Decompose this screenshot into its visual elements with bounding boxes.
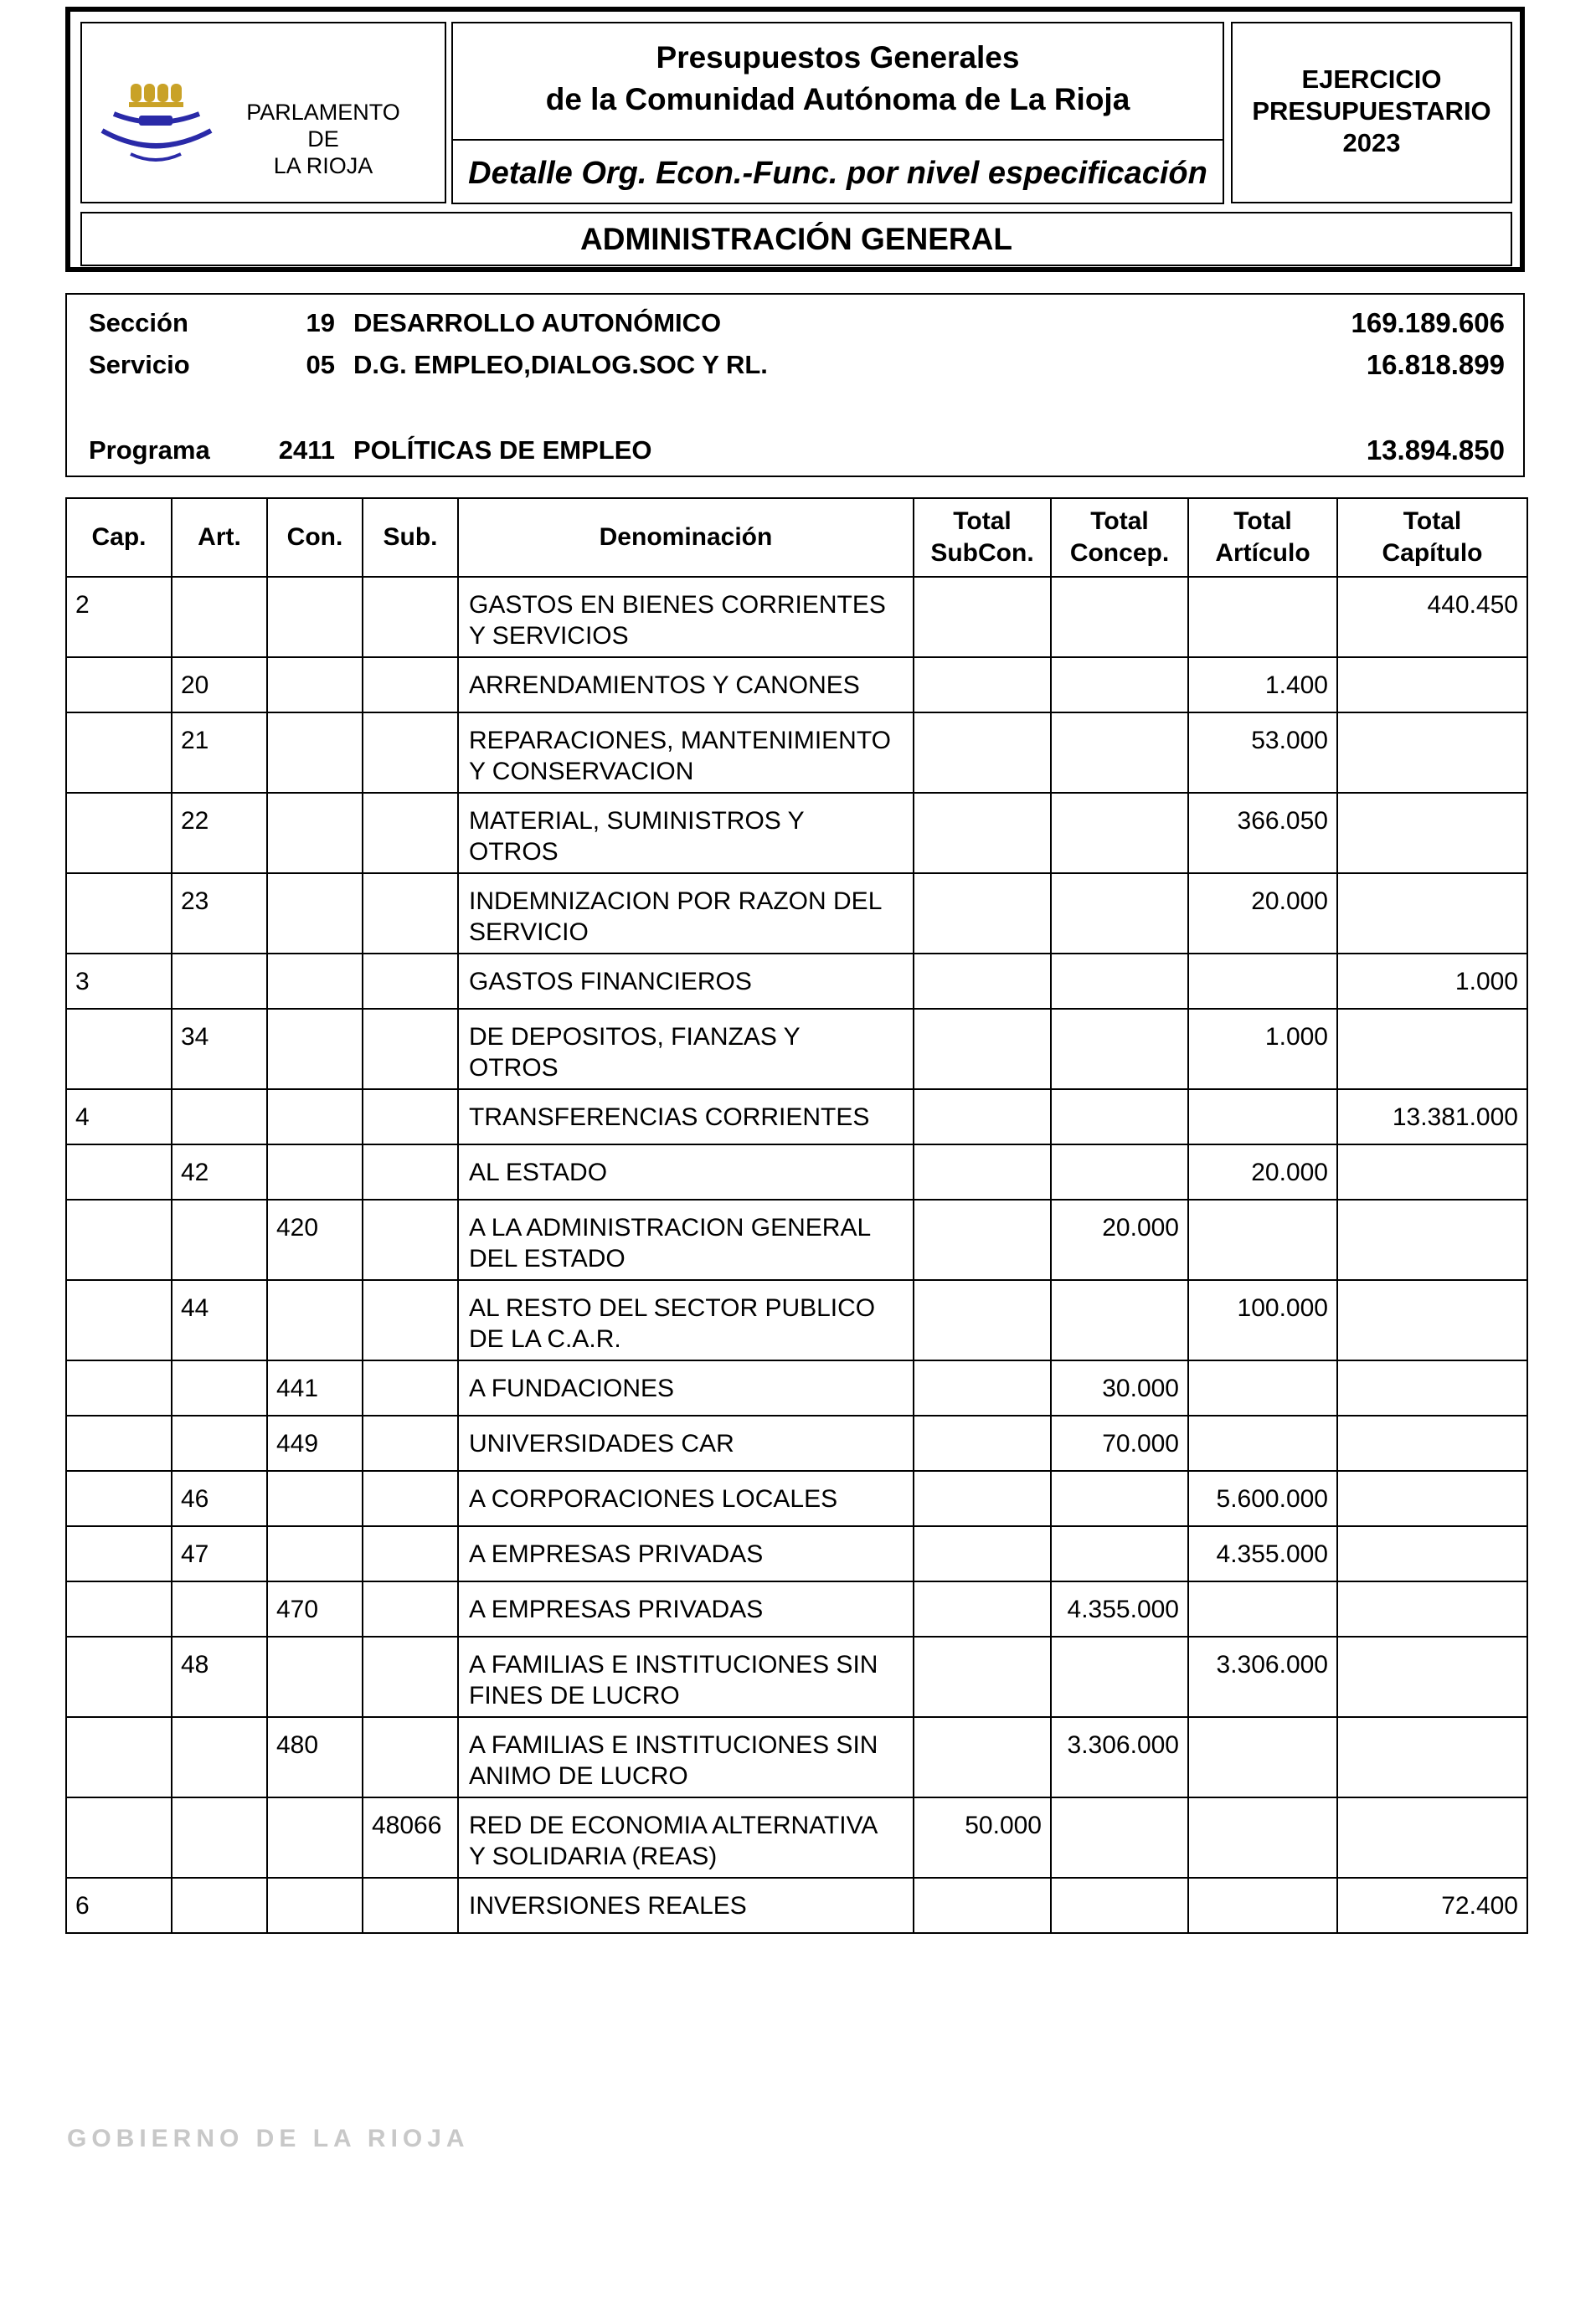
cell-art (172, 1717, 267, 1797)
cell-con: 449 (267, 1416, 363, 1471)
cell-capitulo (1337, 1280, 1527, 1360)
column-header-sub: Sub. (363, 498, 458, 577)
cell-subcon (914, 712, 1051, 793)
cell-capitulo: 72.400 (1337, 1878, 1527, 1933)
cell-art: 22 (172, 793, 267, 873)
parliament-name: PARLAMENTO DE LA RIOJA (246, 100, 400, 178)
document-title-line1: Presupuestos Generales (656, 40, 1020, 75)
cell-con (267, 1526, 363, 1581)
table-row (66, 954, 1527, 1009)
cell-concep (1051, 1009, 1188, 1089)
table-row (66, 1471, 1527, 1526)
cell-cap (66, 1637, 172, 1717)
cell-cap (66, 1581, 172, 1637)
column-header-denominacion: Denominación (458, 498, 914, 577)
cell-denominacion: TRANSFERENCIAS CORRIENTES (458, 1089, 914, 1144)
cell-subcon (914, 1280, 1051, 1360)
cell-concep (1051, 1637, 1188, 1717)
cell-articulo: 5.600.000 (1188, 1471, 1337, 1526)
cell-capitulo (1337, 1471, 1527, 1526)
cell-denominacion: A FAMILIAS E INSTITUCIONES SIN ANIMO DE LUCRO (458, 1717, 914, 1797)
cell-concep: 4.355.000 (1051, 1581, 1188, 1637)
cell-sub (363, 712, 458, 793)
cell-con (267, 712, 363, 793)
column-header-total-subcon: Total SubCon. (914, 498, 1051, 577)
table-row (66, 1144, 1527, 1200)
cell-denominacion: INVERSIONES REALES (458, 1878, 914, 1933)
cell-subcon (914, 1200, 1051, 1280)
cell-articulo (1188, 1089, 1337, 1144)
cell-concep (1051, 954, 1188, 1009)
cell-sub (363, 793, 458, 873)
cell-con (267, 577, 363, 657)
cell-subcon (914, 1526, 1051, 1581)
cell-art: 23 (172, 873, 267, 954)
table-row (66, 873, 1527, 954)
table-row (66, 657, 1527, 712)
table-row (66, 1526, 1527, 1581)
cell-articulo (1188, 1416, 1337, 1471)
cell-denominacion: AL RESTO DEL SECTOR PUBLICO DE LA C.A.R. (458, 1280, 914, 1360)
cell-articulo (1188, 577, 1337, 657)
table-row (66, 793, 1527, 873)
table-row (66, 1089, 1527, 1144)
cell-art (172, 1581, 267, 1637)
programa-row: Programa 2411 POLÍTICAS DE EMPLEO 13.894.850 (89, 434, 1505, 465)
cell-subcon (914, 1360, 1051, 1416)
cell-denominacion: A CORPORACIONES LOCALES (458, 1471, 914, 1526)
cell-con (267, 1089, 363, 1144)
cell-con: 470 (267, 1581, 363, 1637)
seccion-row: Sección 19 DESARROLLO AUTONÓMICO 169.189.606 (89, 307, 1505, 338)
cell-cap: 3 (66, 954, 172, 1009)
cell-denominacion: DE DEPOSITOS, FIANZAS Y OTROS (458, 1009, 914, 1089)
parliament-logo-box (80, 22, 446, 203)
cell-con (267, 954, 363, 1009)
cell-denominacion: GASTOS FINANCIEROS (458, 954, 914, 1009)
cell-capitulo (1337, 1717, 1527, 1797)
cell-denominacion: UNIVERSIDADES CAR (458, 1416, 914, 1471)
cell-art: 48 (172, 1637, 267, 1717)
cell-concep (1051, 1471, 1188, 1526)
cell-cap (66, 1009, 172, 1089)
cell-articulo: 20.000 (1188, 873, 1337, 954)
cell-articulo (1188, 1581, 1337, 1637)
cell-subcon (914, 1717, 1051, 1797)
cell-sub (363, 1009, 458, 1089)
table-row (66, 1280, 1527, 1360)
table-row (66, 712, 1527, 793)
cell-concep: 20.000 (1051, 1200, 1188, 1280)
cell-sub: 48066 (363, 1797, 458, 1878)
cell-con (267, 657, 363, 712)
cell-articulo (1188, 954, 1337, 1009)
cell-capitulo (1337, 657, 1527, 712)
cell-denominacion: AL ESTADO (458, 1144, 914, 1200)
cell-capitulo (1337, 1009, 1527, 1089)
cell-capitulo (1337, 1200, 1527, 1280)
cell-sub (363, 873, 458, 954)
cell-art: 44 (172, 1280, 267, 1360)
cell-sub (363, 954, 458, 1009)
cell-cap: 2 (66, 577, 172, 657)
admin-title: ADMINISTRACIÓN GENERAL (580, 222, 1012, 256)
cell-subcon (914, 1089, 1051, 1144)
cell-con (267, 793, 363, 873)
cell-articulo (1188, 1878, 1337, 1933)
cell-cap (66, 793, 172, 873)
cell-cap (66, 1280, 172, 1360)
cell-denominacion: INDEMNIZACION POR RAZON DEL SERVICIO (458, 873, 914, 954)
cell-capitulo (1337, 1526, 1527, 1581)
cell-cap (66, 873, 172, 954)
cell-denominacion: A FAMILIAS E INSTITUCIONES SIN FINES DE LUCRO (458, 1637, 914, 1717)
cell-con (267, 1471, 363, 1526)
cell-subcon (914, 954, 1051, 1009)
cell-sub (363, 1144, 458, 1200)
cell-sub (363, 1471, 458, 1526)
cell-art (172, 1200, 267, 1280)
column-header-con: Con. (267, 498, 363, 577)
cell-concep (1051, 1144, 1188, 1200)
cell-sub (363, 1089, 458, 1144)
cell-concep (1051, 577, 1188, 657)
cell-sub (363, 657, 458, 712)
cell-con: 441 (267, 1360, 363, 1416)
cell-con (267, 1797, 363, 1878)
cell-sub (363, 1526, 458, 1581)
cell-capitulo (1337, 1581, 1527, 1637)
table-row (66, 1717, 1527, 1797)
cell-articulo: 4.355.000 (1188, 1526, 1337, 1581)
cell-cap: 6 (66, 1878, 172, 1933)
cell-subcon (914, 577, 1051, 657)
cell-art: 34 (172, 1009, 267, 1089)
cell-con (267, 1009, 363, 1089)
column-header-total-concep: Total Concep. (1051, 498, 1188, 577)
cell-sub (363, 1637, 458, 1717)
table-row (66, 1416, 1527, 1471)
cell-art (172, 1878, 267, 1933)
cell-cap (66, 1200, 172, 1280)
cell-sub (363, 1717, 458, 1797)
cell-denominacion: MATERIAL, SUMINISTROS Y OTROS (458, 793, 914, 873)
cell-subcon: 50.000 (914, 1797, 1051, 1878)
cell-denominacion: RED DE ECONOMIA ALTERNATIVA Y SOLIDARIA (REAS) (458, 1797, 914, 1878)
title-box (451, 22, 1224, 204)
cell-cap (66, 657, 172, 712)
cell-capitulo (1337, 1797, 1527, 1878)
cell-sub (363, 1878, 458, 1933)
cell-denominacion: A LA ADMINISTRACION GENERAL DEL ESTADO (458, 1200, 914, 1280)
cell-denominacion: GASTOS EN BIENES CORRIENTES Y SERVICIOS (458, 577, 914, 657)
cell-subcon (914, 1581, 1051, 1637)
cell-cap (66, 1471, 172, 1526)
cell-cap: 4 (66, 1089, 172, 1144)
cell-concep (1051, 1526, 1188, 1581)
cell-capitulo: 440.450 (1337, 577, 1527, 657)
column-header-total-articulo: Total Artículo (1188, 498, 1337, 577)
cell-subcon (914, 873, 1051, 954)
cell-articulo (1188, 1200, 1337, 1280)
cell-capitulo (1337, 1637, 1527, 1717)
cell-subcon (914, 1416, 1051, 1471)
cell-articulo: 53.000 (1188, 712, 1337, 793)
cell-cap (66, 1797, 172, 1878)
cell-con (267, 1280, 363, 1360)
cell-capitulo: 13.381.000 (1337, 1089, 1527, 1144)
document-subtitle: Detalle Org. Econ.-Func. por nivel especificación (468, 156, 1207, 191)
cell-con: 480 (267, 1717, 363, 1797)
cell-sub (363, 1200, 458, 1280)
document-header (65, 7, 1525, 272)
cell-subcon (914, 1637, 1051, 1717)
cell-articulo: 20.000 (1188, 1144, 1337, 1200)
budget-info (65, 293, 1525, 477)
cell-art: 42 (172, 1144, 267, 1200)
admin-box (80, 212, 1512, 266)
cell-articulo: 1.400 (1188, 657, 1337, 712)
cell-articulo (1188, 1717, 1337, 1797)
cell-cap (66, 1360, 172, 1416)
cell-subcon (914, 1144, 1051, 1200)
cell-concep (1051, 657, 1188, 712)
cell-articulo (1188, 1797, 1337, 1878)
cell-capitulo (1337, 712, 1527, 793)
cell-capitulo (1337, 873, 1527, 954)
cell-cap (66, 1717, 172, 1797)
cell-sub (363, 1581, 458, 1637)
cell-subcon (914, 1878, 1051, 1933)
table-header-row (66, 498, 1527, 577)
cell-denominacion: A EMPRESAS PRIVADAS (458, 1526, 914, 1581)
footer-ghost-text: GOBIERNO DE LA RIOJA (67, 2125, 470, 2152)
cell-cap (66, 1416, 172, 1471)
cell-articulo: 1.000 (1188, 1009, 1337, 1089)
cell-capitulo: 1.000 (1337, 954, 1527, 1009)
cell-capitulo (1337, 1416, 1527, 1471)
cell-art: 47 (172, 1526, 267, 1581)
cell-concep (1051, 1878, 1188, 1933)
cell-concep: 70.000 (1051, 1416, 1188, 1471)
table-row (66, 1637, 1527, 1717)
cell-cap (66, 712, 172, 793)
table-row (66, 1878, 1527, 1933)
cell-denominacion: A FUNDACIONES (458, 1360, 914, 1416)
budget-detail-table (65, 497, 1528, 1934)
cell-articulo (1188, 1360, 1337, 1416)
cell-con (267, 1637, 363, 1717)
cell-capitulo (1337, 793, 1527, 873)
cell-subcon (914, 1471, 1051, 1526)
document-title-line2: de la Comunidad Autónoma de La Rioja (545, 82, 1130, 116)
cell-sub (363, 1280, 458, 1360)
cell-cap (66, 1144, 172, 1200)
cell-art (172, 1089, 267, 1144)
cell-capitulo (1337, 1144, 1527, 1200)
table-row (66, 1360, 1527, 1416)
cell-art (172, 1360, 267, 1416)
cell-concep (1051, 873, 1188, 954)
cell-articulo: 100.000 (1188, 1280, 1337, 1360)
cell-sub (363, 1416, 458, 1471)
table-row (66, 1797, 1527, 1878)
cell-concep (1051, 712, 1188, 793)
cell-art (172, 1416, 267, 1471)
table-row (66, 1009, 1527, 1089)
fiscal-year-label: EJERCICIO PRESUPUESTARIO 2023 (1252, 64, 1491, 157)
table-row (66, 1200, 1527, 1280)
cell-concep (1051, 793, 1188, 873)
column-header-total-capitulo: Total Capítulo (1337, 498, 1527, 577)
table-row (66, 1581, 1527, 1637)
fiscal-year-box (1231, 22, 1512, 203)
cell-art: 20 (172, 657, 267, 712)
cell-concep: 30.000 (1051, 1360, 1188, 1416)
table-row (66, 577, 1527, 657)
cell-subcon (914, 657, 1051, 712)
cell-concep: 3.306.000 (1051, 1717, 1188, 1797)
cell-denominacion: ARRENDAMIENTOS Y CANONES (458, 657, 914, 712)
cell-capitulo (1337, 1360, 1527, 1416)
cell-concep (1051, 1797, 1188, 1878)
cell-articulo: 3.306.000 (1188, 1637, 1337, 1717)
cell-sub (363, 577, 458, 657)
cell-articulo: 366.050 (1188, 793, 1337, 873)
cell-denominacion: A EMPRESAS PRIVADAS (458, 1581, 914, 1637)
cell-concep (1051, 1089, 1188, 1144)
cell-sub (363, 1360, 458, 1416)
parliament-logo-icon (97, 79, 216, 171)
cell-denominacion: REPARACIONES, MANTENIMIENTO Y CONSERVACION (458, 712, 914, 793)
cell-con (267, 873, 363, 954)
cell-con (267, 1878, 363, 1933)
cell-concep (1051, 1280, 1188, 1360)
cell-subcon (914, 1009, 1051, 1089)
column-header-art: Art. (172, 498, 267, 577)
cell-con: 420 (267, 1200, 363, 1280)
cell-art: 46 (172, 1471, 267, 1526)
title-divider (453, 139, 1223, 141)
cell-subcon (914, 793, 1051, 873)
column-header-cap: Cap. (66, 498, 172, 577)
cell-art (172, 577, 267, 657)
cell-art: 21 (172, 712, 267, 793)
cell-con (267, 1144, 363, 1200)
cell-art (172, 954, 267, 1009)
servicio-row: Servicio 05 D.G. EMPLEO,DIALOG.SOC Y RL. 16.818.899 (89, 349, 1505, 380)
cell-art (172, 1797, 267, 1878)
cell-cap (66, 1526, 172, 1581)
